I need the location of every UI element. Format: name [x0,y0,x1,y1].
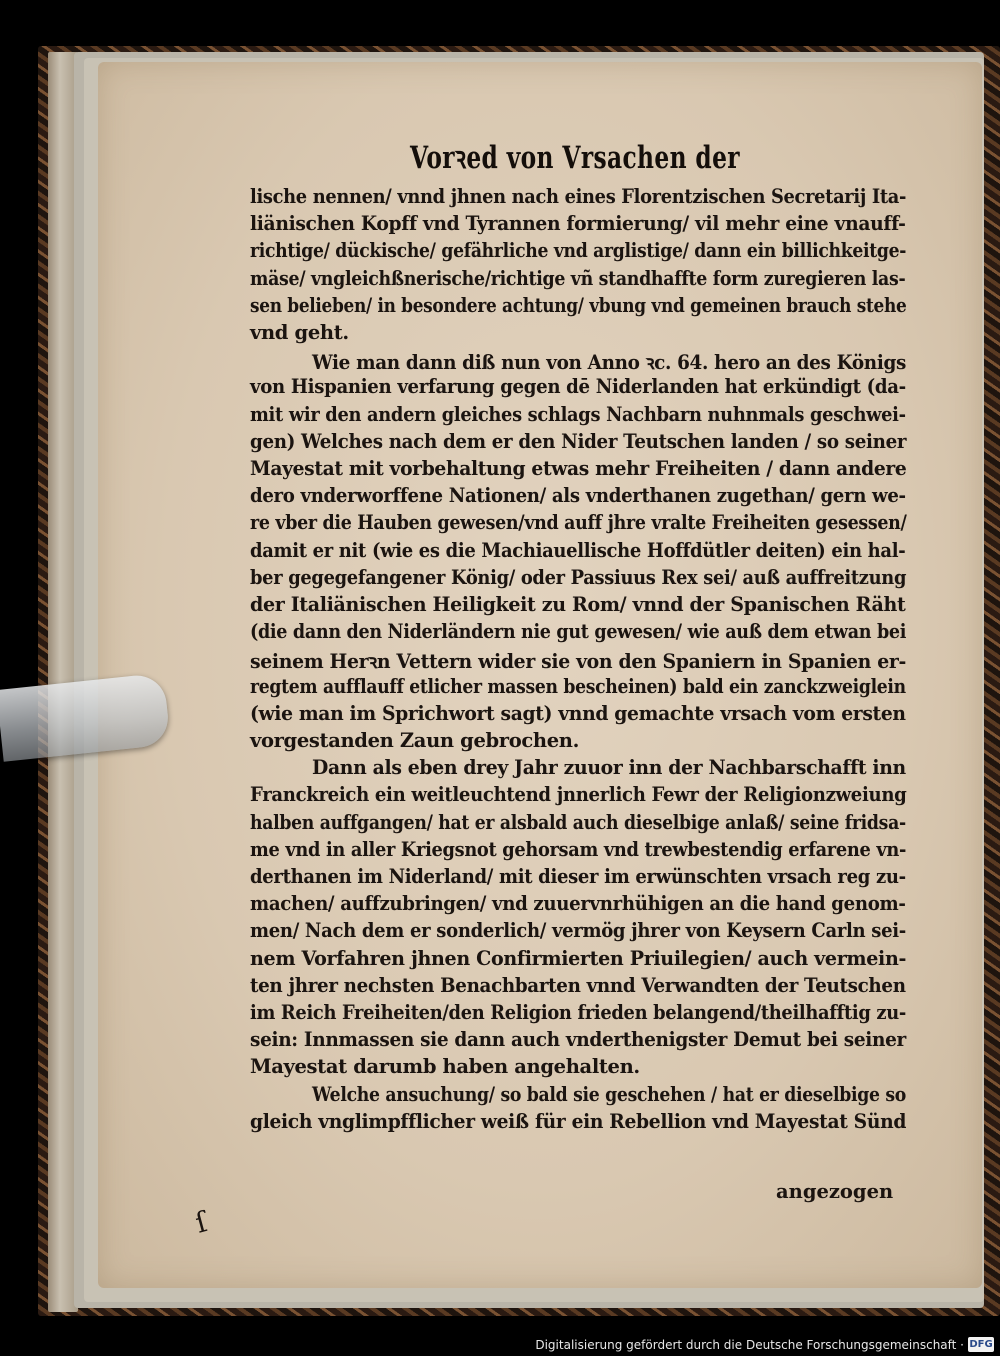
text-line: me vnd in aller Kriegsnot gehorsam vnd trewbestendig erfarene vn- [250,837,907,861]
text-line: mit wir den andern gleiches schlags Nachbarn nuhnmals geschwei- [250,402,906,426]
text-line: machen/ auffzubringen/ vnd zuuervnrhühigen an die hand genom- [250,892,906,916]
running-head: Vorꝛed von Vrsachen der [410,140,740,176]
text-line: Mayestat darumb haben angehalten. [250,1055,640,1079]
text-line: men/ Nach dem er sonderlich/ vermög jhrer von Keysern Carln sei- [250,919,906,943]
dfg-logo-icon: DFG [969,1339,993,1350]
text-line: liänischen Kopff vnd Tyrannen formierung/ vil mehr eine vnauff- [250,212,906,236]
text-line: (die dann den Niderländern nie gut gewesen/ wie auß dem etwan bei [250,620,907,644]
signature-mark: ſ [191,1205,211,1240]
text-line: Dann als eben drey Jahr zuuor inn der Nachbarschafft inn [312,756,906,780]
text-line: gleich vnglimpfflicher weiß für ein Rebellion vnd Mayestat Sünd [250,1109,907,1133]
text-line: damit er nit (wie es die Machiauellische Hoffdütler deiten) ein hal- [250,538,906,562]
text-line: vorgestanden Zaun gebrochen. [250,729,580,752]
text-line: sen belieben/ in besondere achtung/ vbung vnd gemeinen brauch stehe [250,293,907,317]
text-line: gen) Welches nach dem er den Nider Teutschen landen / so seiner [250,429,907,453]
text-line: von Hispanien verfarung gegen dē Niderlanden hat erkündigt (da- [250,375,906,399]
text-line: derthanen im Niderland/ mit dieser im erwünschten vrsach reg zu- [250,865,906,888]
text-line: nem Vorfahren jhnen Confirmierten Priuilegien/ auch vermein- [250,946,907,970]
text-line: halben auffgangen/ hat er alsbald auch dieselbige anlaß/ seine fridsa- [250,810,906,834]
text-line: regtem aufflauff etlicher massen bescheinen) bald ein zanckzweiglein [250,674,906,698]
text-line: richtige/ dückische/ gefährliche vnd arglistige/ dann ein billichkeitge- [250,239,907,263]
text-line: sein: Innmassen sie dann auch vnderthenigster Demut bei seiner [250,1028,906,1052]
text-line: im Reich Freiheiten/den Religion frieden belangend/theilhafftig zu- [250,1001,906,1024]
text-line: Wie man dann diß nun von Anno ꝛc. 64. hero an des Königs [312,351,907,375]
text-line: Mayestat mit vorbehaltung etwas mehr Freiheiten / dann andere [250,457,907,480]
text-line: vnd geht. [250,321,349,344]
text-line: ber gegegefangener König/ oder Passiuus Rex sei/ auß auffreitzung [250,565,907,589]
text-line: lische nennen/ vnnd jhnen nach eines Florentzischen Secretarij Ita- [250,185,907,208]
text-line: seinem Herꝛn Vettern wider sie von den Spaniern in Spanien er- [250,650,906,674]
text-line: re vber die Hauben gewesen/vnd auff jhre vralte Freiheiten gesessen/ [250,511,907,535]
text-line: der Italiänischen Heiligkeit zu Rom/ vnnd der Spanischen Räht [250,593,906,616]
text-line: mäse/ vngleichßnerische/richtige vñ standhaffte form zuregieren las- [250,266,906,290]
text-line: ten jhrer nechsten Benachbarten vnnd Verwandten der Teutschen [250,973,906,997]
text-line: dero vnderworffene Nationen/ als vnderthanen zugethan/ gern we- [250,484,906,508]
text-line: Franckreich ein weitleuchtend jnnerlich Fewr der Religionzweiung [250,783,907,807]
text-line: Welche ansuchung/ so bald sie geschehen / hat er dieselbige so [312,1082,906,1106]
text-line: (wie man im Sprichwort sagt) vnnd gemachte vrsach vom ersten [250,701,906,725]
footer-credit: Digitalisierung gefördert durch die Deutsche Forschungsgemeinschaft · [535,1338,964,1352]
catchword: angezogen [776,1180,894,1203]
